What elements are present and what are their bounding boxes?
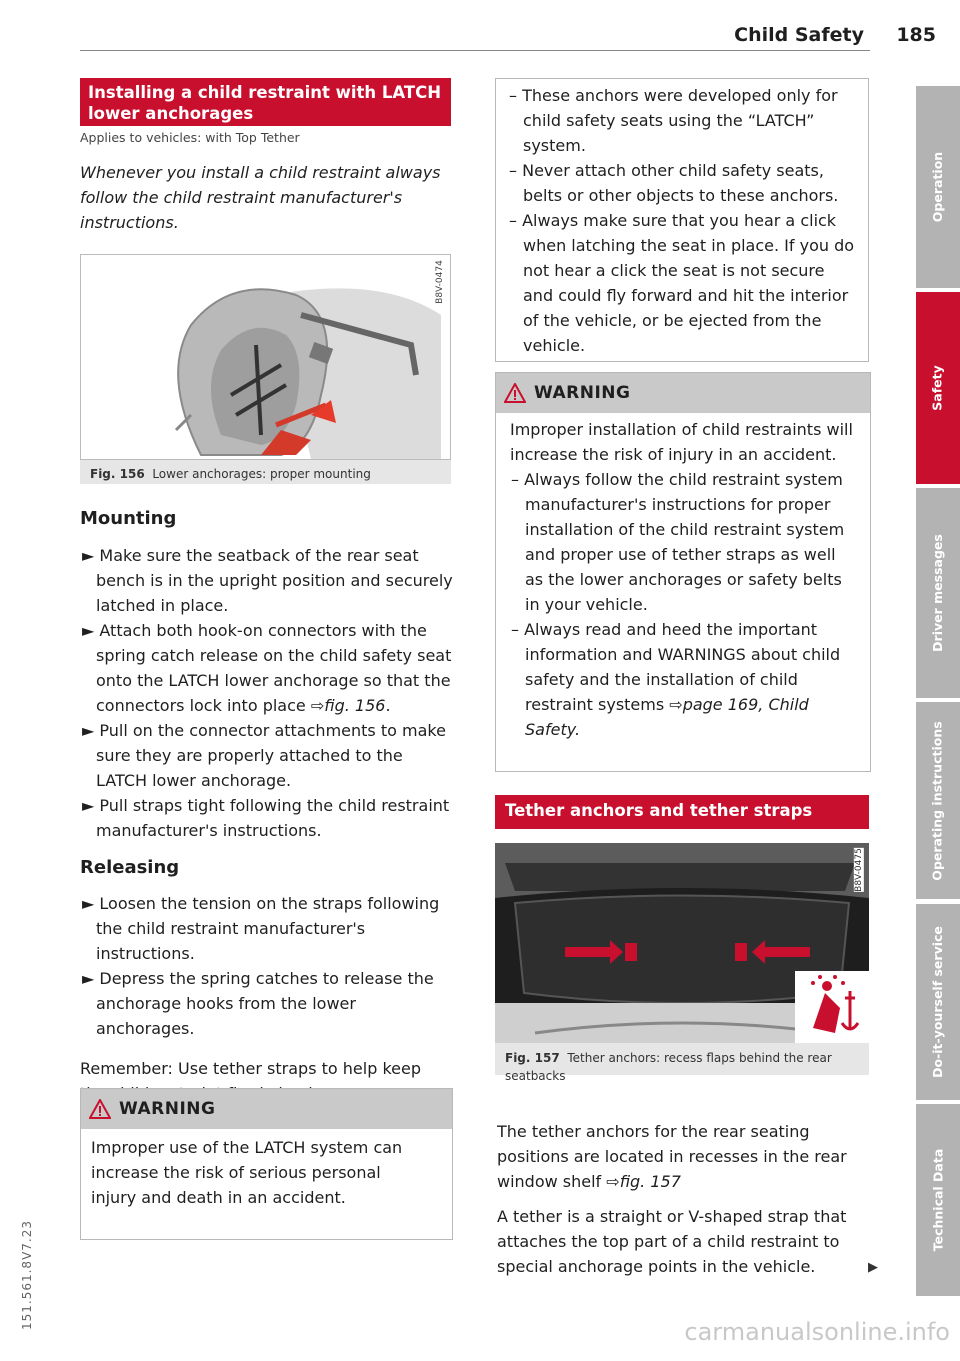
warning-text: Improper use of the LATCH system can increase the risk of serious personal injury and death in an accident. — [91, 1138, 403, 1207]
warning-triangle-icon — [89, 1099, 111, 1119]
mounting-heading: Mounting — [80, 508, 177, 529]
tab-safety[interactable]: Safety — [916, 292, 960, 484]
xref-fig-156[interactable]: ⇨fig. 156 — [310, 696, 386, 715]
warning-item: – Always follow the child restraint system manufacturer's instructions for proper installation of the child restraint system and proper use of tether straps as well as the lower anchorages or safety belts in your vehicle. — [511, 470, 845, 614]
figure-156 — [80, 254, 451, 484]
section-title: Child Safety — [734, 24, 864, 46]
mounting-step: ► Pull straps tight following the child restraint manufacturer's instructions. — [82, 796, 450, 840]
tab-operation[interactable]: Operation — [916, 86, 960, 288]
header-rule — [80, 50, 870, 51]
trunk-illustration — [495, 843, 869, 1043]
mounting-steps — [80, 543, 454, 843]
section-heading-latch: Installing a child restraint with LATCH lower anchorages — [80, 78, 451, 126]
warning-header: WARNING — [496, 373, 870, 413]
note-item: – These anchors were developed only for child safety seats using the “LATCH” system. — [509, 86, 838, 155]
releasing-step: ► Loosen the tension on the straps following the child restraint manufacturer's instructions. — [82, 894, 440, 963]
applies-to-note: Applies to vehicles: with Top Tether — [80, 130, 300, 145]
mounting-step: ► Pull on the connector attachments to make sure they are properly attached to the LATCH lower anchorage. — [82, 721, 446, 790]
mounting-step: ► Make sure the seatback of the rear seat bench is in the upright position and securely latched in place. — [82, 546, 453, 615]
note-box — [495, 78, 869, 362]
margin-code: 151.561.8V7.23 — [20, 1220, 34, 1330]
releasing-step: ► Depress the spring catches to release the anchorage hooks from the lower anchorages. — [82, 969, 434, 1038]
warning-text: Improper installation of child restraints will increase the risk of injury in an accident. — [510, 420, 853, 464]
warning-box-installation — [495, 372, 871, 772]
warning-header: WARNING — [81, 1089, 452, 1129]
section-heading-tether: Tether anchors and tether straps — [495, 795, 869, 829]
watermark: carmanualsonline.info — [684, 1318, 950, 1346]
figure-156-code: B8V-0474 — [435, 260, 446, 304]
tab-operating-instructions[interactable]: Operating instructions — [916, 702, 960, 899]
tether-para-1: The tether anchors for the rear seating positions are located in recesses in the rear window shelf ⇨fig. 157 — [497, 1122, 847, 1191]
figure-156-caption: Fig. 156 Lower anchorages: proper mounting — [90, 467, 371, 481]
remember-text: Remember: Use tether straps to help keep — [80, 1059, 421, 1078]
tab-do-it-yourself-service[interactable]: Do-it-yourself service — [916, 904, 960, 1100]
intro-text: Whenever you install a child restraint always follow the child restraint manufacturer's instructions. — [80, 163, 441, 232]
tab-driver-messages[interactable]: Driver messages — [916, 488, 960, 698]
continue-arrow-icon: ▶ — [868, 1260, 878, 1275]
warning-item: – Always read and heed the important information and WARNINGS about child safety and the installation of child restraint systems ⇨page 169, Child Safety. — [511, 620, 841, 739]
mounting-step: ► Attach both hook-on connectors with the spring catch release on the child safety seat onto the LATCH lower anchorage so that the connectors lock into place ⇨fig. 156. — [82, 621, 452, 715]
note-item: – Always make sure that you hear a click when latching the seat in place. If you do not hear a click the seat is not secure and could fly forward and hit the interior of the vehicle, or be ejected from the vehicle. — [509, 211, 855, 355]
warning-box-latch — [80, 1088, 453, 1240]
figure-157-code: B8V-0475 — [854, 848, 865, 892]
figure-157 — [495, 843, 869, 1083]
xref-fig-157[interactable]: ⇨fig. 157 — [606, 1172, 681, 1191]
releasing-heading: Releasing — [80, 857, 180, 878]
tab-technical-data[interactable]: Technical Data — [916, 1104, 960, 1296]
tether-para-2: A tether is a straight or V-shaped strap that attaches the top part of a child restraint to special anchorage points in the vehicle. — [497, 1207, 847, 1276]
page-number: 185 — [896, 24, 936, 46]
warning-triangle-icon — [504, 383, 526, 403]
child-seat-illustration — [81, 255, 450, 459]
note-item: – Never attach other child safety seats, belts or other objects to these anchors. — [509, 161, 839, 205]
figure-157-caption: Fig. 157 Tether anchors: recess flaps behind the rear seatbacks — [505, 1051, 832, 1083]
releasing-steps — [80, 891, 454, 1041]
xref-page-169[interactable]: ⇨page 169, Child Safety. — [525, 695, 809, 739]
